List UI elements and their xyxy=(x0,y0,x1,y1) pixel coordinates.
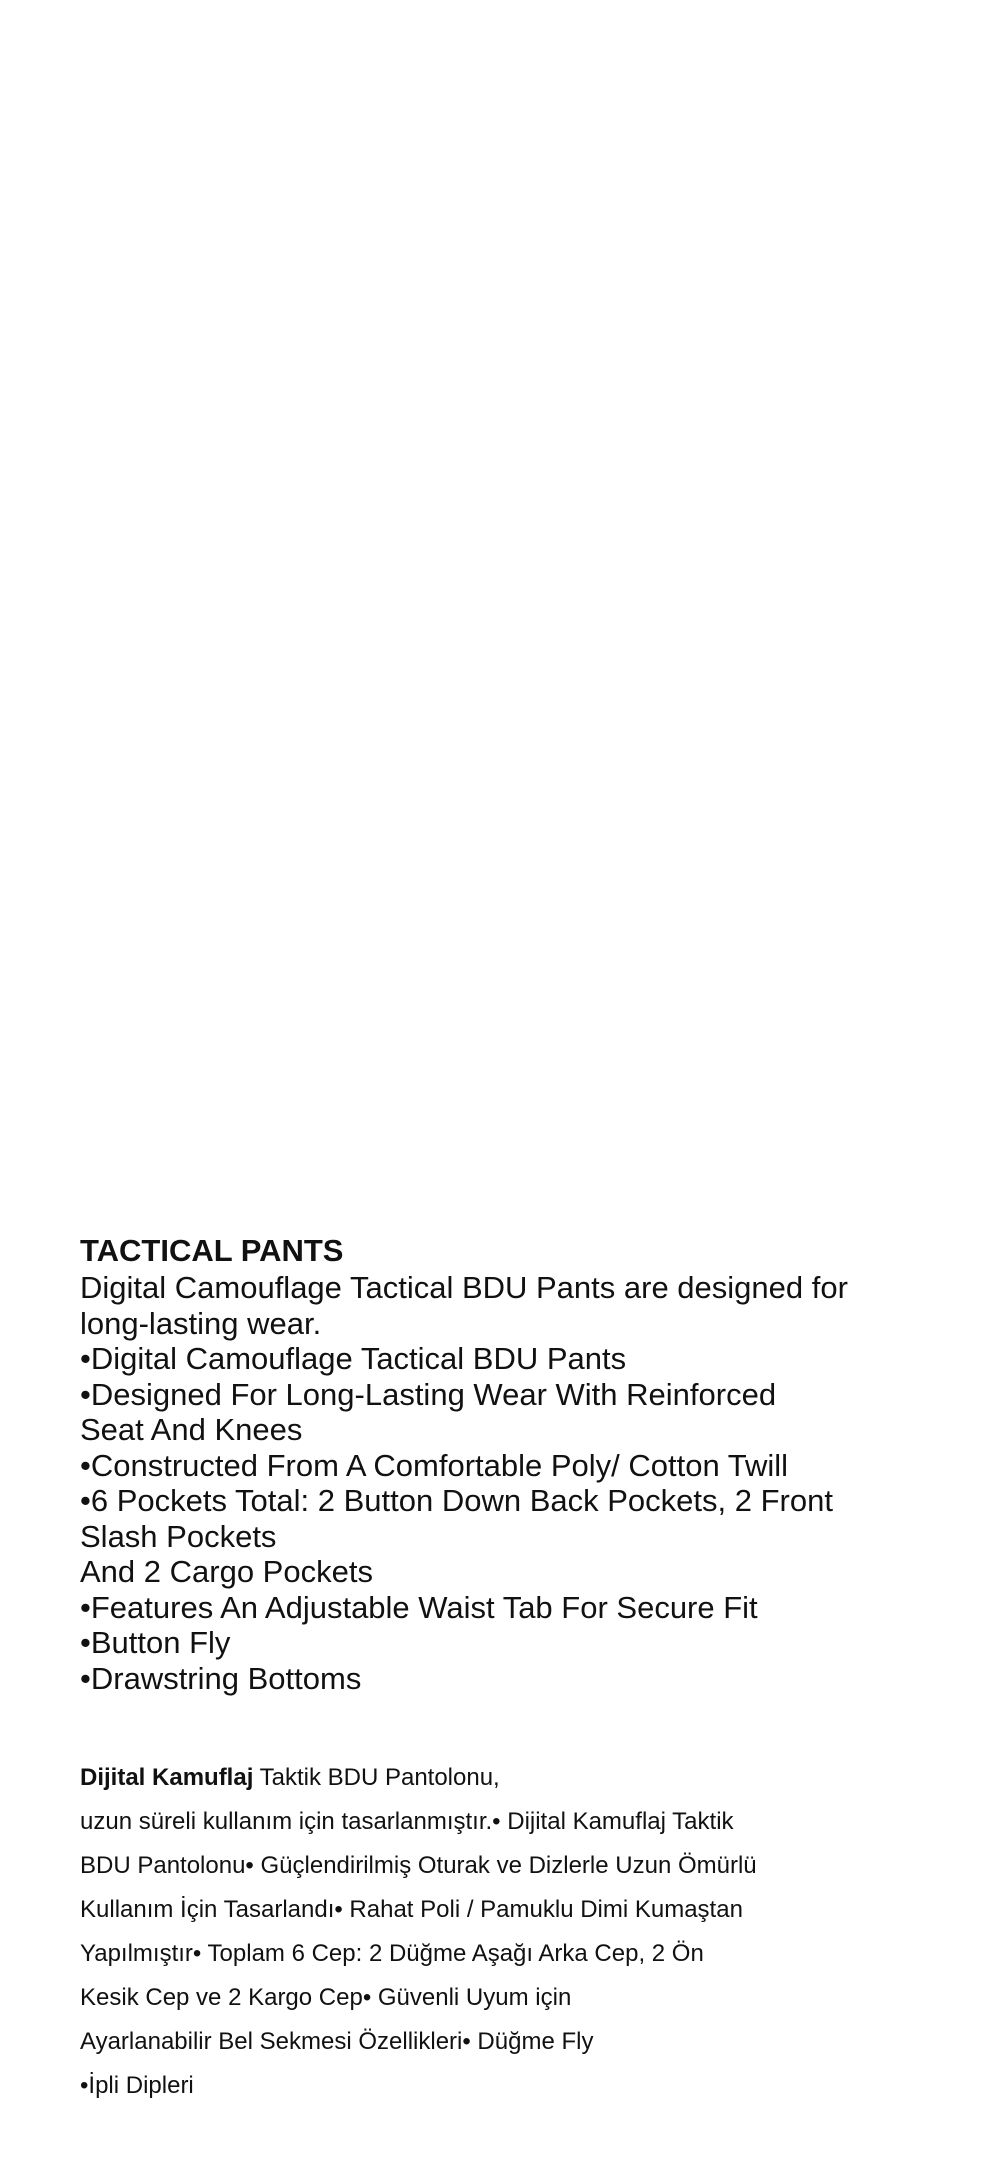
turkish-lead-line xyxy=(80,1756,960,1800)
feature-item: •Digital Camouflage Tactical BDU Pants xyxy=(80,1341,627,1376)
description-line: Digital Camouflage Tactical BDU Pants are designed for xyxy=(80,1270,848,1305)
feature-item: •Constructed From A Comfortable Poly/ Cotton Twill xyxy=(80,1447,789,1483)
turkish-line: Kullanım İçin Tasarlandı• Rahat Poli / Pamuklu Dimi Kumaştan xyxy=(80,1896,743,1923)
feature-item: •Button Fly xyxy=(80,1625,231,1660)
feature-item: And 2 Cargo Pockets xyxy=(80,1554,373,1589)
feature-item: •Designed For Long-Lasting Wear With Reinforced xyxy=(80,1376,777,1412)
feature-item: •Drawstring Bottoms xyxy=(80,1660,362,1696)
english-description xyxy=(80,1232,960,1696)
turkish-line: uzun süreli kullanım için tasarlanmıştır.• Dijital Kamuflaj Taktik xyxy=(80,1808,734,1835)
turkish-line: Yapılmıştır• Toplam 6 Cep: 2 Düğme Aşağı Arka Cep, 2 Ön xyxy=(80,1940,704,1967)
turkish-line: •İpli Dipleri xyxy=(80,2072,194,2099)
description-line: long-lasting wear. xyxy=(80,1305,322,1341)
turkish-lead-bold: Dijital Kamuflaj xyxy=(80,1764,254,1791)
turkish-lead-rest: Taktik BDU Pantolonu, xyxy=(253,1764,500,1791)
turkish-line: Kesik Cep ve 2 Kargo Cep• Güvenli Uyum için xyxy=(80,1984,572,2011)
feature-item: •Features An Adjustable Waist Tab For Secure Fit xyxy=(80,1589,758,1625)
turkish-line: BDU Pantolonu• Güçlendirilmiş Oturak ve Dizlerle Uzun Ömürlü xyxy=(80,1852,757,1879)
feature-item: •6 Pockets Total: 2 Button Down Back Pockets, 2 Front xyxy=(80,1483,833,1518)
product-title: TACTICAL PANTS xyxy=(80,1233,344,1268)
feature-item: Slash Pockets xyxy=(80,1518,277,1554)
turkish-description xyxy=(80,1756,960,2108)
turkish-line: Ayarlanabilir Bel Sekmesi Özellikleri• Düğme Fly xyxy=(80,2028,594,2055)
feature-item: Seat And Knees xyxy=(80,1412,303,1447)
